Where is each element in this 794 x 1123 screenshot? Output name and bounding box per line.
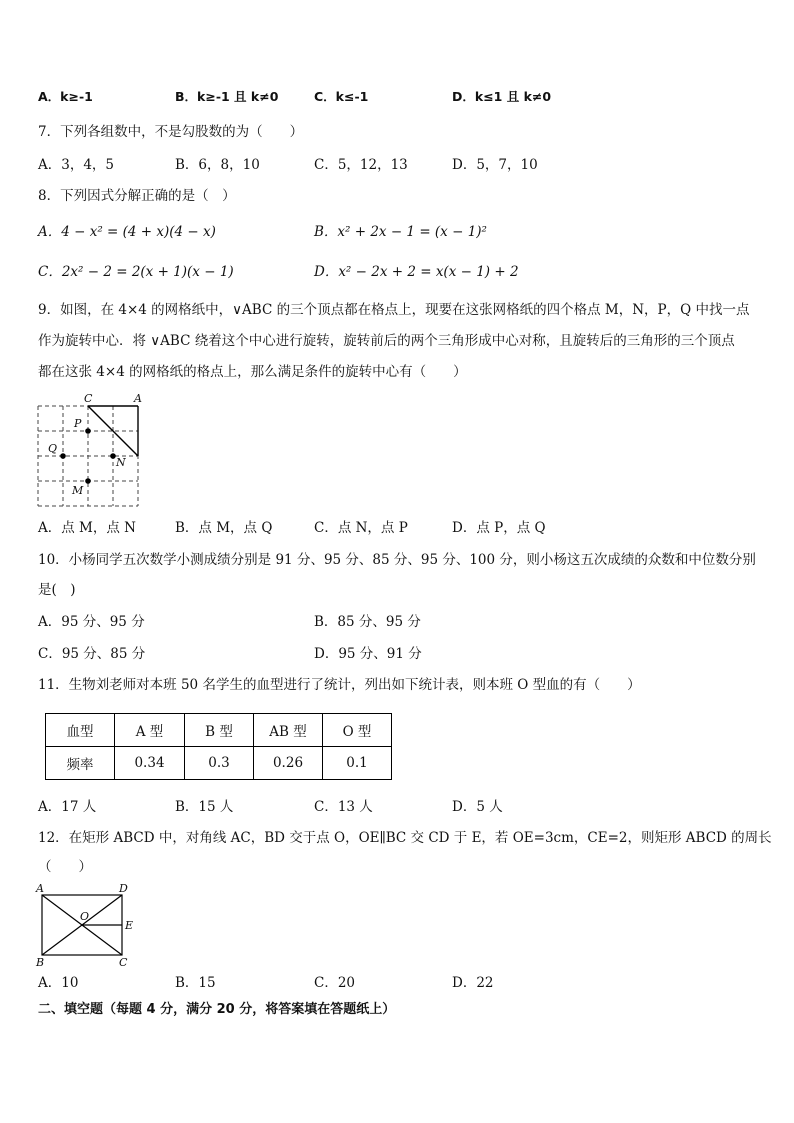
label-n: N xyxy=(116,456,126,469)
table-cell: 血型 xyxy=(46,714,115,747)
label-e: E xyxy=(125,919,134,932)
q12-rectangle-figure xyxy=(30,880,142,970)
q6-option-d: D．k≤1 且 k≠0 xyxy=(452,89,552,104)
q9-grid-figure xyxy=(30,390,150,510)
q11-option-d: D．5 人 xyxy=(452,799,503,815)
q10-option-c: C．95 分、85 分 xyxy=(38,646,146,662)
q9-stem-line2: 作为旋转中心．将 ∨ABC 绕着这个中心进行旋转，旋转前后的两个三角形成中心对称，且旋转后的三角形的三个顶点 xyxy=(38,333,735,349)
q10-stem-line1: 10．小杨同学五次数学小测成绩分别是 91 分、95 分、85 分、95 分、100 分，则小杨这五次成绩的众数和中位数分别 xyxy=(38,552,756,568)
q11-stem: 11．生物刘老师对本班 50 名学生的血型进行了统计，列出如下统计表，则本班 O 型血的有（ ） xyxy=(38,677,641,693)
q9-option-d: D．点 P，点 Q xyxy=(452,520,546,536)
q8-option-a: A．4 − x² = (4 + x)(4 − x) xyxy=(38,224,216,240)
q8-stem: 8．下列因式分解正确的是（ ） xyxy=(38,188,236,204)
point-p xyxy=(85,428,91,434)
q10-option-d: D．95 分、91 分 xyxy=(314,646,422,662)
table-cell: 0.1 xyxy=(323,747,392,780)
label-c: C xyxy=(84,392,93,405)
table-cell: A 型 xyxy=(115,714,185,747)
label-a: A xyxy=(134,392,142,405)
q8-option-d: D．x² − 2x + 2 = x(x − 1) + 2 xyxy=(314,264,519,280)
q9-option-b: B．点 M，点 Q xyxy=(175,520,273,536)
table-cell: 0.3 xyxy=(185,747,254,780)
q12-stem-line2: （ ） xyxy=(38,859,92,875)
q12-option-c: C．20 xyxy=(314,975,356,991)
q7-option-a: A．3，4，5 xyxy=(38,157,115,173)
blood-type-table xyxy=(45,713,392,780)
q9-option-a: A．点 M，点 N xyxy=(38,520,136,536)
table-cell: 0.26 xyxy=(254,747,323,780)
table-cell: 频率 xyxy=(46,747,115,780)
point-q xyxy=(60,453,66,459)
q12-stem-line1: 12．在矩形 ABCD 中，对角线 AC，BD 交于点 O，OE∥BC 交 CD 于 E，若 OE=3cm，CE=2，则矩形 ABCD 的周长 xyxy=(38,830,772,846)
label-o: O xyxy=(80,910,90,923)
table-row xyxy=(46,747,392,780)
section-2-title: 二、填空题（每题 4 分，满分 20 分，将答案填在答题纸上） xyxy=(38,1002,396,1017)
q11-option-c: C．13 人 xyxy=(314,799,373,815)
label-a: A xyxy=(36,882,44,895)
table-cell: O 型 xyxy=(323,714,392,747)
label-m: M xyxy=(72,484,84,497)
table-cell: 0.34 xyxy=(115,747,185,780)
point-m xyxy=(85,478,91,484)
q10-option-b: B．85 分、95 分 xyxy=(314,614,421,630)
label-c: C xyxy=(119,956,128,969)
q7-option-d: D．5，7，10 xyxy=(452,157,538,173)
q7-stem: 7．下列各组数中，不是勾股数的为（ ） xyxy=(38,124,304,140)
q6-option-b: B．k≥-1 且 k≠0 xyxy=(175,89,279,104)
q8-option-c: C．2x² − 2 = 2(x + 1)(x − 1) xyxy=(38,264,234,280)
label-q: Q xyxy=(48,442,58,455)
table-header-row xyxy=(46,714,392,747)
table-cell: B 型 xyxy=(185,714,254,747)
q9-option-c: C．点 N，点 P xyxy=(314,520,408,536)
q12-option-d: D．22 xyxy=(452,975,494,991)
q8-option-b: B．x² + 2x − 1 = (x − 1)² xyxy=(314,224,487,240)
label-b: B xyxy=(36,956,45,969)
q6-option-a: A．k≥-1 xyxy=(38,89,93,104)
table-cell: AB 型 xyxy=(254,714,323,747)
label-d: D xyxy=(119,882,128,895)
q12-option-b: B．15 xyxy=(175,975,216,991)
q9-stem-line1: 9．如图，在 4×4 的网格纸中，∨ABC 的三个顶点都在格点上，现要在这张网格纸的四个格点 M，N，P，Q 中找一点 xyxy=(38,302,750,318)
q6-option-c: C．k≤-1 xyxy=(314,89,369,104)
label-p: P xyxy=(74,417,82,430)
q10-option-a: A．95 分、95 分 xyxy=(38,614,145,630)
q7-option-c: C．5，12，13 xyxy=(314,157,408,173)
q11-option-b: B．15 人 xyxy=(175,799,234,815)
q11-option-a: A．17 人 xyxy=(38,799,97,815)
q10-stem-line2: 是( ) xyxy=(38,582,76,598)
q9-stem-line3: 都在这张 4×4 的网格纸的格点上，那么满足条件的旋转中心有（ ） xyxy=(38,364,467,380)
point-n xyxy=(110,453,116,459)
q7-option-b: B．6，8，10 xyxy=(175,157,260,173)
q12-option-a: A．10 xyxy=(38,975,79,991)
